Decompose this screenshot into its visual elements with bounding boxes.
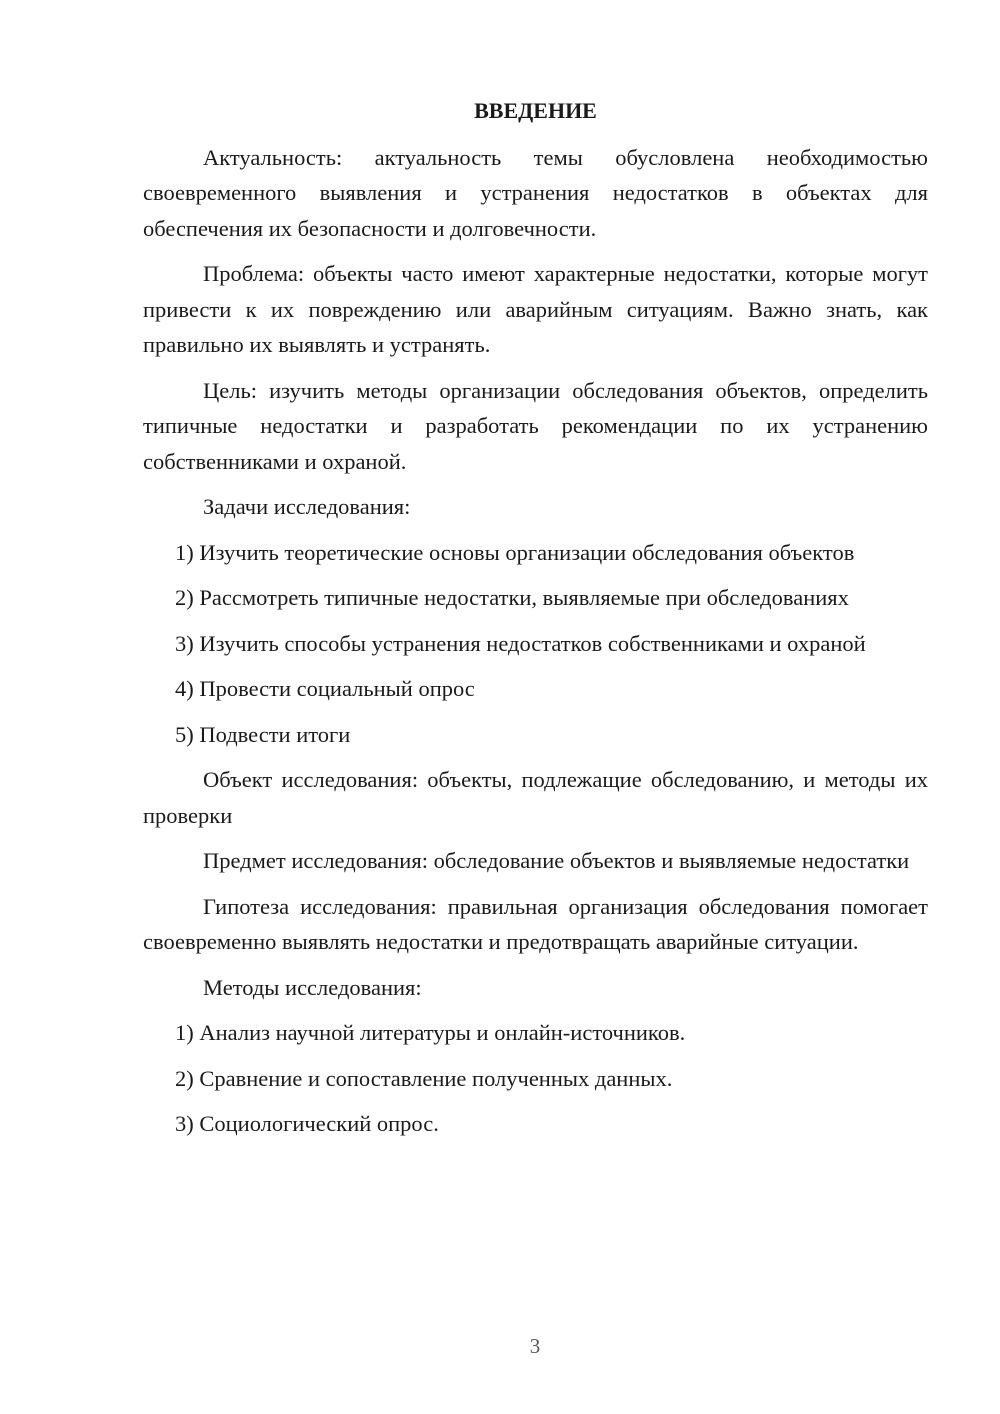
hypothesis-paragraph: Гипотеза исследования: правильная организация обследования помогает своевременно выявлять недостатки и предотвращать аварийные ситуации.: [143, 893, 928, 954]
task-item: 3) Изучить способы устранения недостатков собственниками и охраной: [175, 630, 866, 656]
document-page: [143, 93, 928, 1152]
goal-paragraph: Цель: изучить методы организации обследования объектов, определить типичные недостатки и разработать рекомендации по их устранению собственниками и охраной.: [143, 377, 928, 474]
object-paragraph: Объект исследования: объекты, подлежащие обследованию, и методы их проверки: [143, 767, 928, 828]
relevance-paragraph: Актуальность: актуальность темы обусловлена необходимостью своевременного выявления и устранения недостатков в объектах для обеспечения их безопасности и долговечности.: [143, 144, 928, 241]
tasks-heading: Задачи исследования:: [203, 494, 411, 519]
method-item: 2) Сравнение и сопоставление полученных данных.: [175, 1065, 673, 1091]
subject-paragraph: Предмет исследования: обследование объектов и выявляемые недостатки: [203, 848, 910, 873]
task-item: 2) Рассмотреть типичные недостатки, выявляемые при обследованиях: [175, 585, 849, 610]
page-number: 3: [529, 1334, 541, 1358]
methods-heading: Методы исследования:: [203, 974, 422, 1000]
page-title: ВВЕДЕНИЕ: [474, 98, 597, 123]
task-item: 5) Подвести итоги: [175, 721, 351, 747]
task-item: 4) Провести социальный опрос: [175, 676, 475, 701]
method-item: 3) Социологический опрос.: [175, 1111, 439, 1136]
task-item: 1) Изучить теоретические основы организации обследования объектов: [175, 539, 855, 565]
method-item: 1) Анализ научной литературы и онлайн-источников.: [175, 1020, 686, 1045]
problem-paragraph: Проблема: объекты часто имеют характерные недостатки, которые могут привести к их повреждению или аварийным ситуациям. Важно знать, как правильно их выявлять и устранять.: [143, 261, 928, 357]
